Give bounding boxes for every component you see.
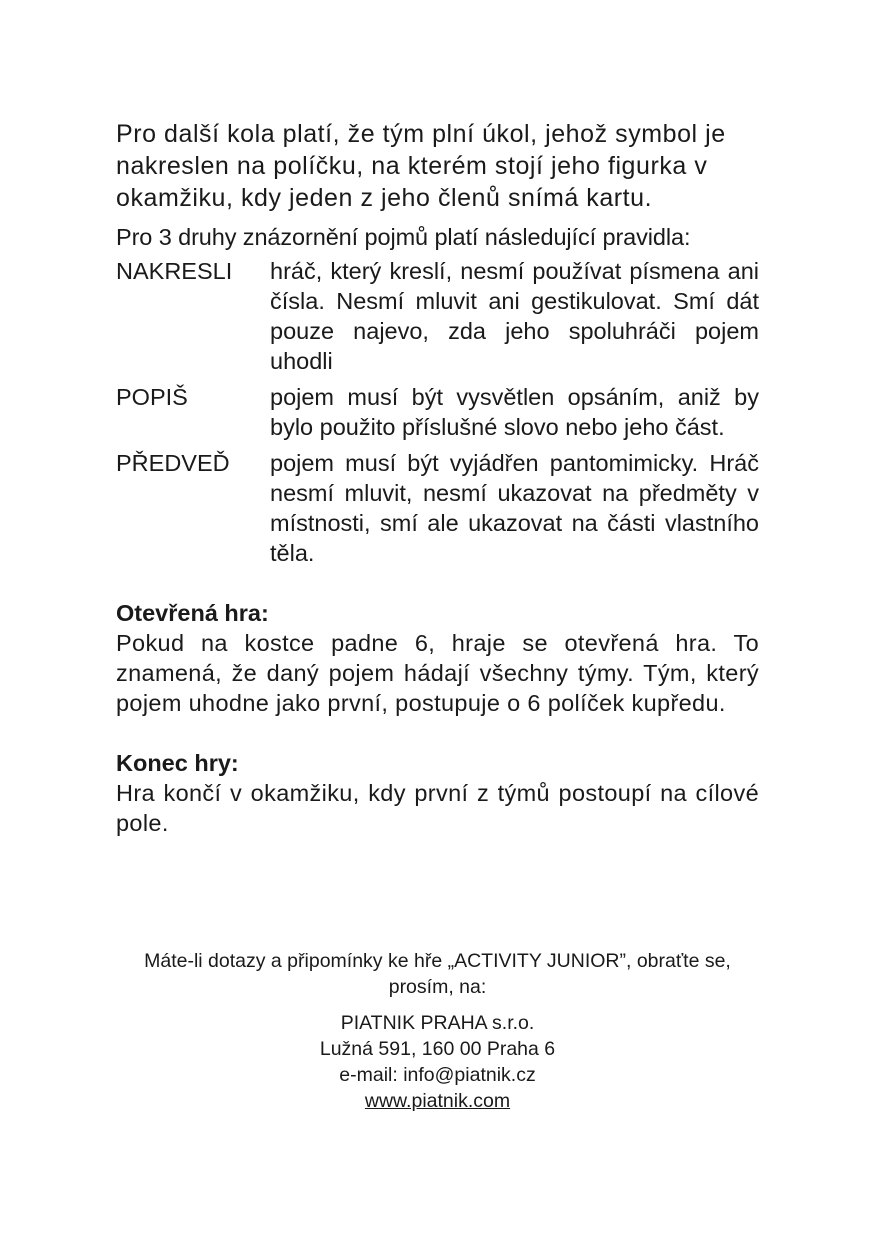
rule-description: hráč, který kreslí, nesmí používat písmena ani čísla. Nesmí mluvit ani gestikulovat. Smí dát pouze najevo, zda jeho spoluhráči pojem uhodli <box>270 258 759 374</box>
rule-description: pojem musí být vyjádřen pantomimicky. Hráč nesmí mluvit, nesmí ukazovat na předměty v místnosti, smí ale ukazovat na části vlastního těla. <box>270 450 759 566</box>
rules-page <box>116 118 759 838</box>
contact-company: PIATNIK PRAHA s.r.o. <box>340 1012 535 1034</box>
rule-nakresli <box>116 256 759 376</box>
contact-address: Lužná 591, 160 00 Praha 6 <box>319 1038 556 1060</box>
end-game-title: Konec hry: <box>116 750 239 776</box>
contact-question: Máte-li dotazy a připomínky ke hře „ACTIVITY JUNIOR”, obraťte se, prosím, na: <box>144 950 731 998</box>
open-game-section <box>116 598 759 718</box>
rule-popis <box>116 382 759 442</box>
website-link[interactable]: www.piatnik.com <box>364 1090 511 1112</box>
rule-term: PŘEDVEĎ <box>116 450 230 476</box>
open-game-body: Pokud na kostce padne 6, hraje se otevřená hra. To znamená, že daný pojem hádají všechny týmy. Tým, který pojem uhodne jako první, postupuje o 6 políček kupředu. <box>116 630 759 716</box>
end-game-section <box>116 748 759 838</box>
contact-block <box>116 948 759 1114</box>
rule-description: pojem musí být vysvětlen opsáním, aniž by bylo použito příslušné slovo nebo jeho část. <box>270 384 759 440</box>
rule-term: NAKRESLI <box>116 258 233 284</box>
rule-predved <box>116 448 759 568</box>
contact-email[interactable]: e-mail: info@piatnik.cz <box>339 1064 536 1086</box>
end-game-body: Hra končí v okamžiku, kdy první z týmů postoupí na cílové pole. <box>116 780 759 836</box>
rule-term: POPIŠ <box>116 384 188 410</box>
intro-paragraph: Pro další kola platí, že tým plní úkol, jehož symbol je nakreslen na políčku, na kterém stojí jeho figurka v okamžiku, kdy jeden z jeho členů snímá kartu. <box>116 120 726 212</box>
rules-lead: Pro 3 druhy znázornění pojmů platí následující pravidla: <box>116 224 691 250</box>
open-game-title: Otevřená hra: <box>116 600 269 626</box>
